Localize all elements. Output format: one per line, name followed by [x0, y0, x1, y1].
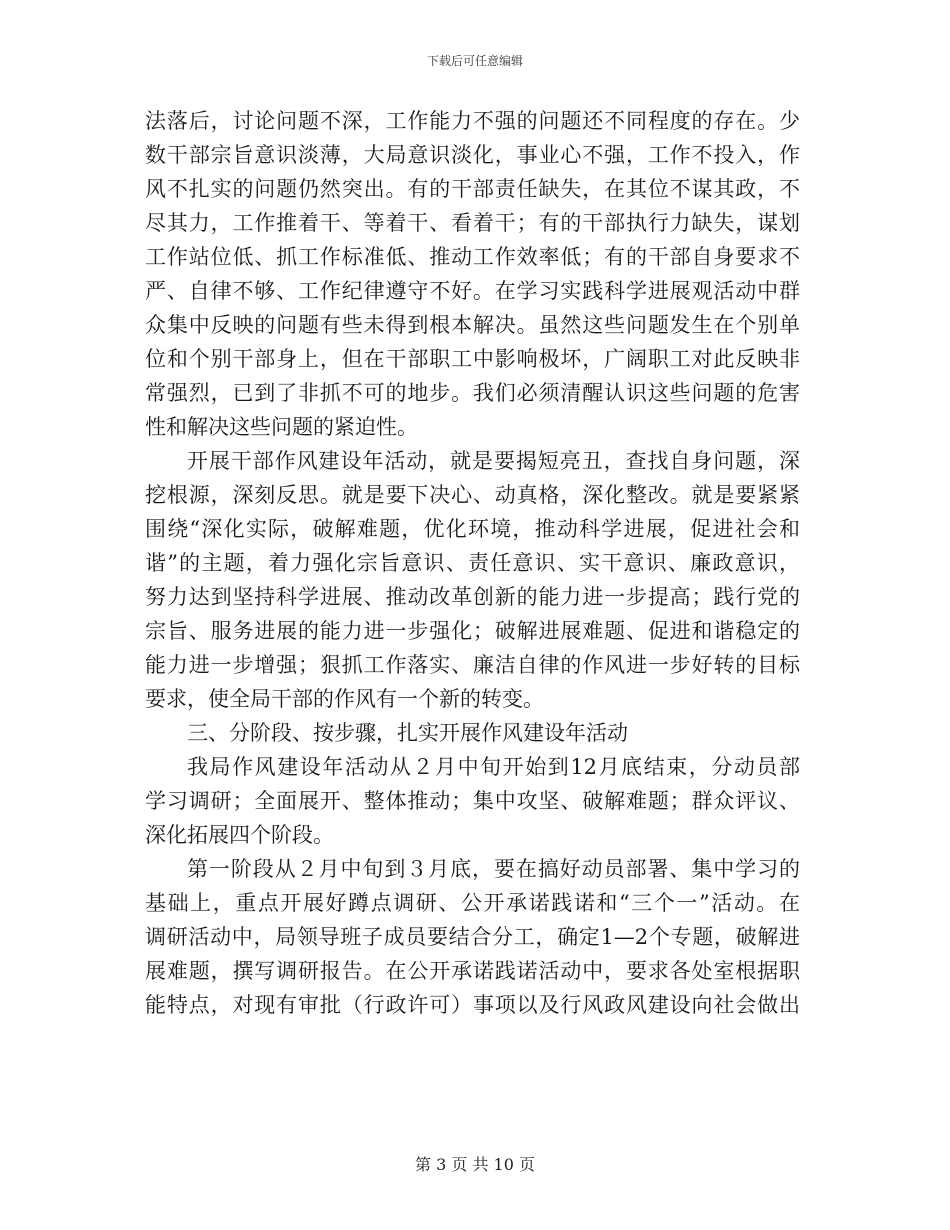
- text-line: 第一阶段从２月中旬到３月底，要在搞好动员部署、集中学习的: [187, 857, 800, 881]
- text-line: 位和个别干部身上，但在干部职工中影响极坏，广阔职工对此反映非: [145, 347, 800, 371]
- text-line: 能力进一步增强；狠抓工作落实、廉洁自律的作风进一步好转的目标: [145, 653, 800, 677]
- text-line: 尽其力，工作推着干、等着干、看着干；有的干部执行力缺失，谋划: [145, 211, 800, 235]
- text-line: 能特点，对现有审批（行政许可）事项以及行风政风建设向社会做出: [145, 993, 800, 1017]
- text-line: 调研活动中，局领导班子成员要结合分工，确定1—2个专题，破解进: [145, 925, 800, 949]
- text-line: 围绕“深化实际，破解难题，优化环境，推动科学进展，促进社会和: [145, 517, 800, 541]
- text-line: 严、自律不够、工作纪律遵守不好。在学习实践科学进展观活动中群: [145, 279, 800, 303]
- text-line: 开展干部作风建设年活动，就是要揭短亮丑，查找自身问题，深: [187, 449, 800, 473]
- page-number: 第 3 页 共 10 页: [415, 1155, 535, 1174]
- text-line: 风不扎实的问题仍然突出。有的干部责任缺失，在其位不谋其政，不: [145, 177, 800, 201]
- text-line: 展难题，撰写调研报告。在公开承诺践诺活动中，要求各处室根据职: [145, 959, 800, 983]
- text-line: 三、分阶段、按步骤，扎实开展作风建设年活动: [187, 721, 628, 745]
- text-line: 数干部宗旨意识淡薄，大局意识淡化，事业心不强，工作不投入，作: [145, 143, 800, 167]
- text-line: 法落后，讨论问题不深，工作能力不强的问题还不同程度的存在。少: [145, 109, 800, 133]
- page-header-note: 下载后可任意编辑: [426, 54, 523, 68]
- text-line: 谐”的主题，着力强化宗旨意识、责任意识、实干意识、廉政意识，: [145, 551, 800, 575]
- text-line: 常强烈，已到了非抓不可的地步。我们必须清醒认识这些问题的危害: [145, 381, 800, 405]
- text-line: 工作站位低、抓工作标准低、推动工作效率低；有的干部自身要求不: [145, 245, 800, 269]
- text-line: 性和解决这些问题的紧迫性。: [145, 415, 418, 439]
- text-line: 我局作风建设年活动从２月中旬开始到12月底结束，分动员部: [187, 755, 800, 779]
- text-line: 挖根源，深刻反思。就是要下决心、动真格，深化整改。就是要紧紧: [145, 483, 800, 507]
- text-line: 努力达到坚持科学进展、推动改革创新的能力进一步提高；践行党的: [145, 585, 800, 609]
- body-text: [145, 104, 800, 1022]
- text-line: 深化拓展四个阶段。: [145, 823, 334, 847]
- text-line: 基础上，重点开展好蹲点调研、公开承诺践诺和“三个一”活动。在: [145, 891, 800, 915]
- text-line: 要求，使全局干部的作风有一个新的转变。: [145, 687, 544, 711]
- text-line: 众集中反映的问题有些未得到根本解决。虽然这些问题发生在个别单: [145, 313, 800, 337]
- text-line: 学习调研；全面展开、整体推动；集中攻坚、破解难题；群众评议、: [145, 789, 800, 813]
- text-line: 宗旨、服务进展的能力进一步强化；破解进展难题、促进和谐稳定的: [145, 619, 800, 643]
